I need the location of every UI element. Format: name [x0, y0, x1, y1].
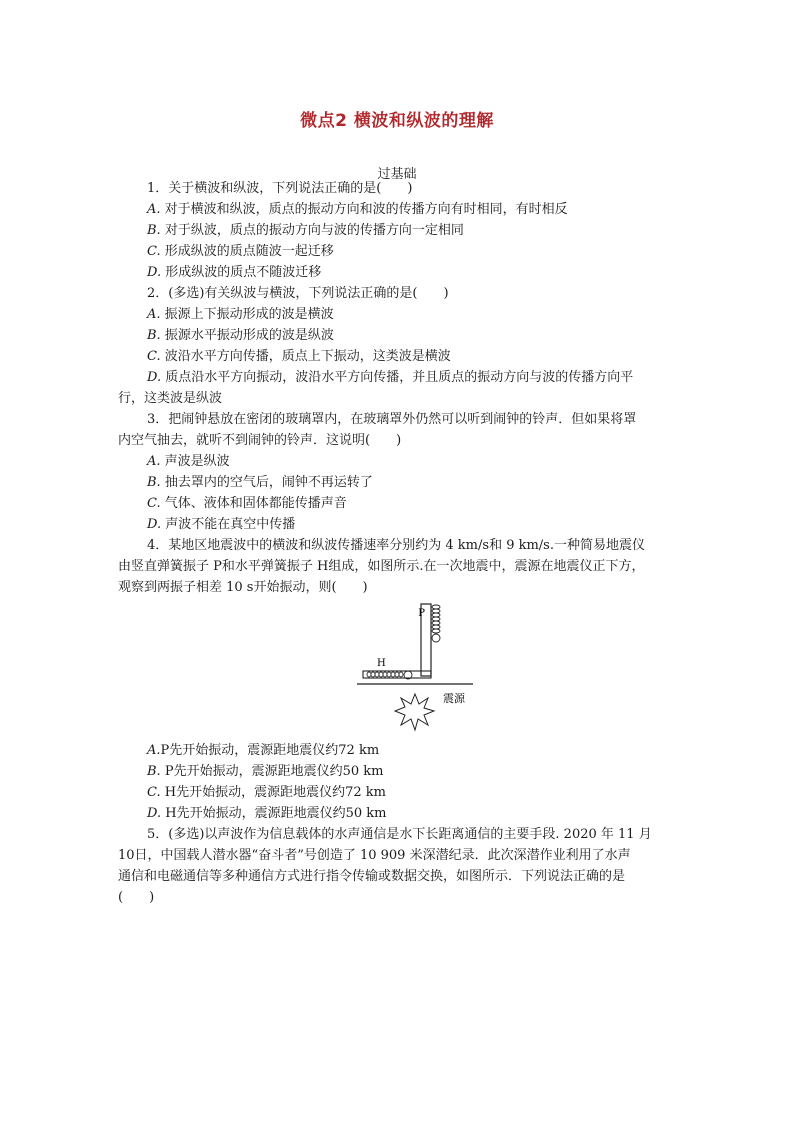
option-letter: D. [147, 806, 162, 821]
question-5-stem-line-4: ( ) [118, 890, 155, 905]
option-letter: B. [147, 475, 161, 490]
option-letter: C. [147, 496, 161, 511]
option-letter: A. [147, 202, 161, 217]
option-text: 对于横波和纵波，质点的振动方向和波的传播方向有时相同，有时相反 [164, 202, 568, 217]
option-text: 质点沿水平方向振动，波沿水平方向传播，并且质点的振动方向与波的传播方向平 [165, 370, 634, 385]
section-heading: 过基础 [377, 167, 417, 182]
option-letter: D. [147, 370, 162, 385]
seismograph-figure [355, 598, 475, 738]
option-letter: C. [147, 785, 161, 800]
label-h: H [377, 658, 386, 669]
q3-option-c [147, 495, 347, 513]
option-letter: D. [147, 517, 162, 532]
option-letter: A. [147, 454, 161, 469]
q2-option-d [147, 369, 633, 387]
option-text: H先开始振动，震源距地震仪约72 km [164, 785, 386, 800]
epicenter-burst-icon [395, 694, 434, 730]
option-text: 声波不能在真空中传播 [165, 517, 296, 532]
question-5-stem-line-2: 10日，中国载人潜水器“奋斗者”号创造了 10 909 米深潜纪录．此次深潜作业利用了水声 [118, 848, 631, 863]
label-epicenter: 震源 [443, 692, 465, 705]
option-letter: B. [147, 764, 161, 779]
question-1-stem: 1．关于横波和纵波，下列说法正确的是( ) [147, 181, 413, 196]
option-text: P先开始振动，震源距地震仪约72 km [160, 743, 380, 758]
option-text: 振源水平振动形成的波是纵波 [164, 328, 334, 343]
vertical-spring-icon [432, 605, 440, 642]
q2-option-d-continuation: 行，这类波是纵波 [118, 391, 223, 406]
option-letter: A. [147, 743, 161, 758]
option-text: 振源上下振动形成的波是横波 [164, 307, 334, 322]
question-5-stem-line-1: 5．(多选)以声波作为信息载体的水声通信是水下长距离通信的主要手段. 2020 年 11 月 [147, 827, 652, 842]
q4-option-b [147, 763, 383, 781]
q2-option-c [147, 348, 451, 366]
q2-option-b [147, 327, 334, 345]
option-letter: B. [147, 223, 161, 238]
q2-option-a [147, 306, 334, 324]
q4-option-d [147, 805, 386, 823]
question-3-stem-line-1: 3．把闹钟悬放在密闭的玻璃罩内，在玻璃罩外仍然可以听到闹钟的铃声．但如果将罩 [147, 412, 637, 427]
option-text: 形成纵波的质点随波一起迁移 [164, 244, 334, 259]
q1-option-a [147, 201, 568, 219]
question-4-stem-line-2: 由竖直弹簧振子 P和水平弹簧振子 H组成，如图所示.在一次地震中，震源在地震仪正下方， [118, 559, 645, 574]
q3-option-d [147, 516, 295, 534]
question-2-stem: 2．(多选)有关纵波与横波，下列说法正确的是( ) [147, 286, 449, 301]
q3-option-b [147, 474, 373, 492]
option-letter: D. [147, 265, 162, 280]
label-p: P [418, 608, 425, 619]
option-text: 波沿水平方向传播，质点上下振动，这类波是横波 [164, 349, 451, 364]
option-text: P先开始振动，震源距地震仪约50 km [164, 764, 384, 779]
option-text: 形成纵波的质点不随波迁移 [165, 265, 322, 280]
option-letter: A. [147, 307, 161, 322]
option-letter: C. [147, 244, 161, 259]
q4-option-a [147, 742, 379, 760]
q4-option-c [147, 784, 386, 802]
q1-option-c [147, 243, 334, 261]
option-text: 抽去罩内的空气后，闹钟不再运转了 [164, 475, 373, 490]
q1-option-d [147, 264, 321, 282]
q3-option-a [147, 453, 230, 471]
question-5-stem-line-3: 通信和电磁通信等多种通信方式进行指令传输或数据交换，如图所示．下列说法正确的是 [118, 869, 626, 884]
option-letter: B. [147, 328, 161, 343]
question-4-stem-line-3: 观察到两振子相差 10 s开始振动，则( ) [118, 580, 368, 595]
option-text: 对于纵波，质点的振动方向与波的传播方向一定相同 [164, 223, 464, 238]
page-title: 微点2 横波和纵波的理解 [300, 111, 494, 131]
question-3-stem-line-2: 内空气抽去，就听不到闹钟的铃声．这说明( ) [118, 433, 402, 448]
option-text: H先开始振动，震源距地震仪约50 km [165, 806, 387, 821]
q1-option-b [147, 222, 464, 240]
option-letter: C. [147, 349, 161, 364]
question-4-stem-line-1: 4．某地区地震波中的横波和纵波传播速率分别约为 4 km/s和 9 km/s.一种简易地震仪 [147, 538, 645, 553]
option-text: 气体、液体和固体都能传播声音 [164, 496, 347, 511]
option-text: 声波是纵波 [164, 454, 230, 469]
